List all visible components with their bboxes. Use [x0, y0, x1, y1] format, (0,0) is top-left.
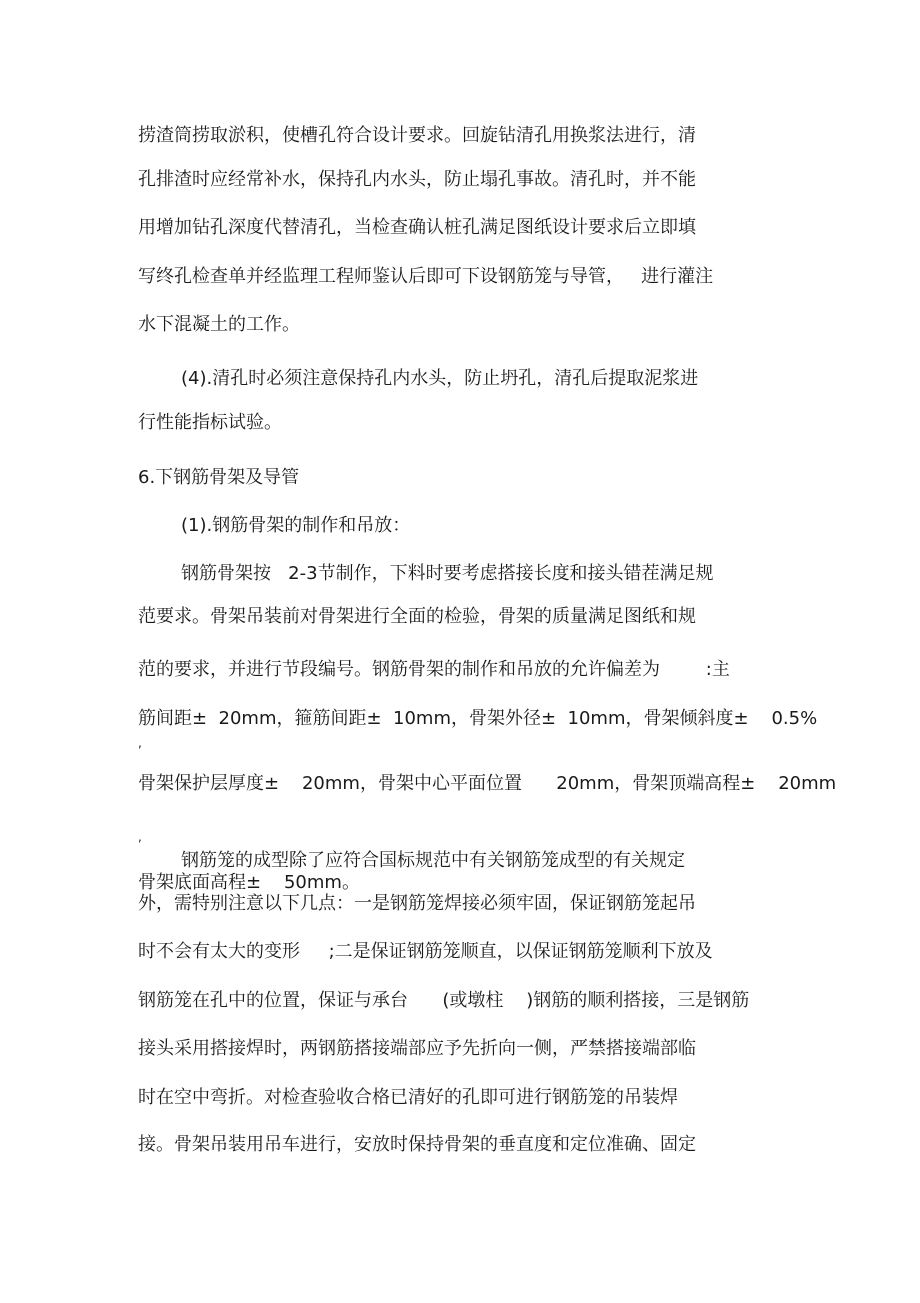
text-line-3: 用增加钻孔深度代替清孔，当检查确认桩孔满足图纸设计要求后立即填 — [138, 217, 696, 238]
subsection-heading: (1).钢筋骨架的制作和吊放： — [181, 515, 411, 536]
text-line-7: 行性能指标试验。 — [138, 412, 282, 433]
text-line-4: 写终孔检查单并经监理工程师鉴认后即可下设钢筋笼与导管， 进行灌注 — [138, 266, 714, 287]
text-line-19: 外，需特别注意以下几点：一是钢筋笼焊接必须牢固，保证钢筋笼起吊 — [138, 893, 696, 914]
text-line-15: 骨架保护层厚度± 20mm，骨架中心平面位置 20mm，骨架顶端高程± 20mm — [138, 773, 837, 794]
text-line-11: 范要求。骨架吊装前对骨架进行全面的检验，骨架的质量满足图纸和规 — [138, 606, 696, 627]
text-line-17: 钢筋笼的成型除了应符合国标规范中有关钢筋笼成型的有关规定 — [181, 850, 685, 871]
text-line-24: 接。骨架吊装用吊车进行，安放时保持骨架的垂直度和定位准确、固定 — [138, 1134, 696, 1155]
comma-1: , — [138, 736, 142, 750]
text-line-5: 水下混凝土的工作。 — [138, 314, 300, 335]
comma-2: , — [138, 830, 142, 844]
section-heading: 6.下钢筋骨架及导管 — [138, 467, 300, 488]
text-line-23: 时在空中弯折。对检查验收合格已清好的孔即可进行钢筋笼的吊装焊 — [138, 1087, 678, 1108]
text-line-22: 接头采用搭接焊时，两钢筋搭接端部应予先折向一侧，严禁搭接端部临 — [138, 1038, 696, 1059]
text-line-6: (4).清孔时必须注意保持孔内水头，防止坍孔，清孔后提取泥浆进 — [181, 368, 699, 389]
text-line-21: 钢筋笼在孔中的位置，保证与承台 (或墩柱 )钢筋的顺利搭接，三是钢筋 — [138, 990, 750, 1011]
text-line-20: 时不会有太大的变形 ;二是保证钢筋笼顺直，以保证钢筋笼顺利下放及 — [138, 941, 713, 962]
text-line-18: 骨架底面高程± 50mm。 — [138, 872, 360, 893]
text-line-12: 范的要求，并进行节段编号。钢筋骨架的制作和吊放的允许偏差为 :主 — [138, 659, 730, 680]
text-line-2: 孔排渣时应经常补水，保持孔内水头，防止塌孔事故。清孔时，并不能 — [138, 169, 696, 190]
text-line-13: 筋间距± 20mm，箍筋间距± 10mm，骨架外径± 10mm，骨架倾斜度± 0.5% — [138, 708, 818, 729]
text-line-1: 捞渣筒捞取淤积，使槽孔符合设计要求。回旋钻清孔用换浆法进行，清 — [138, 125, 696, 146]
text-line-10: 钢筋骨架按 2-3节制作，下料时要考虑搭接长度和接头错茬满足规 — [181, 563, 714, 584]
